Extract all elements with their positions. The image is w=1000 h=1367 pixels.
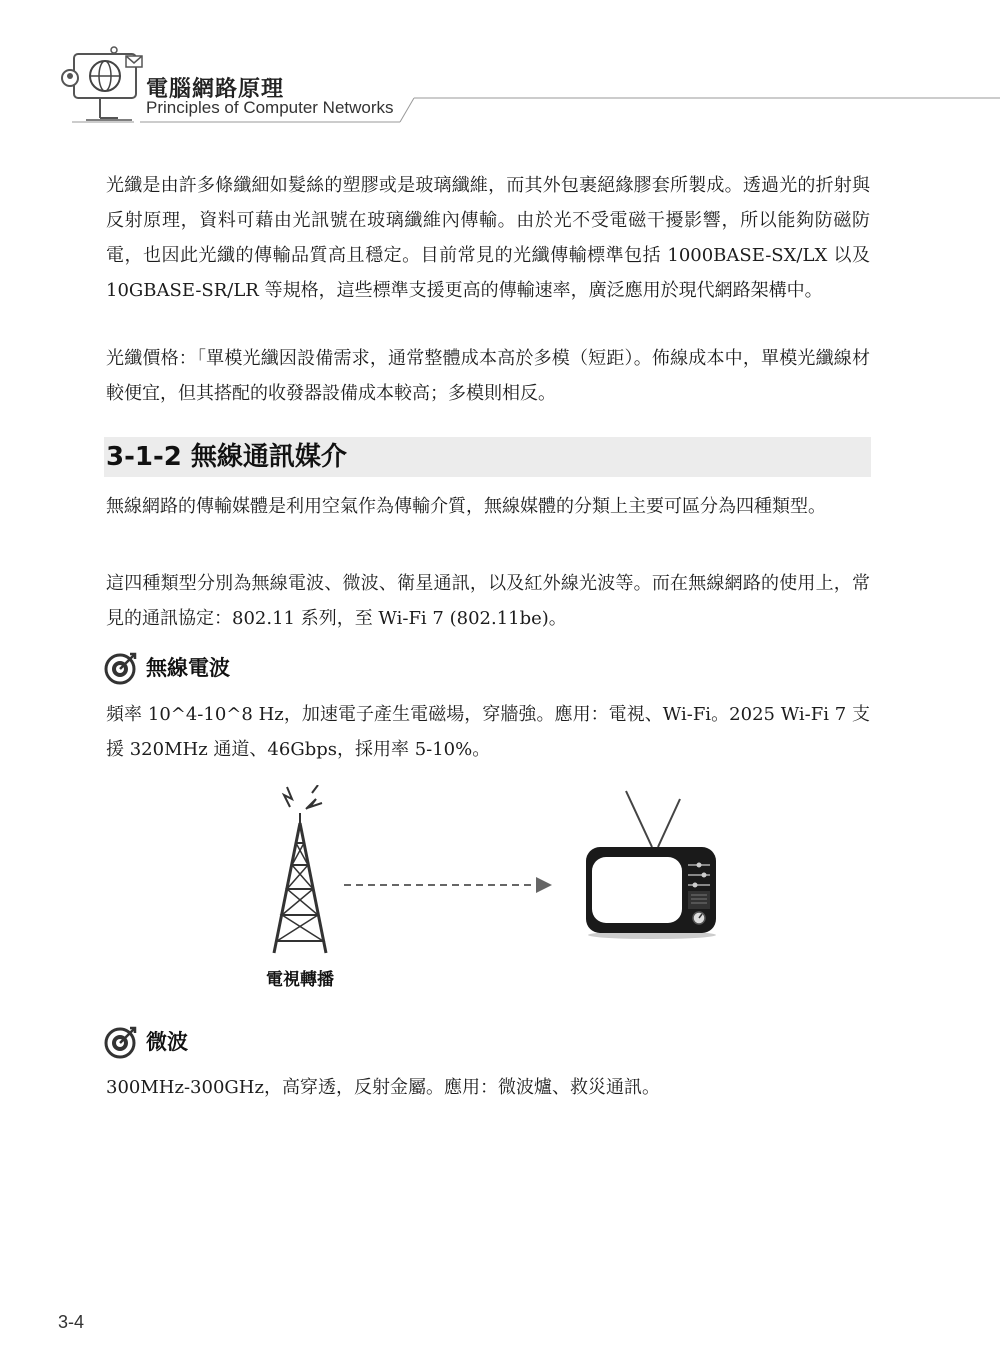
broadcast-figure (240, 780, 740, 995)
subheading-radio-label: 無線電波 (146, 656, 230, 680)
radio-description: 頻率 10^4-10^8 Hz，加速電子產生電磁場，穿牆強。應用：電視、Wi-Fi。2025 Wi-Fi 7 支援 320MHz 通道、46Gbps，採用率 5-10%。 (106, 704, 870, 760)
target-icon (104, 651, 138, 685)
broadcast-tower-icon (260, 785, 340, 957)
target-icon (104, 1025, 138, 1059)
subheading-microwave-label: 微波 (146, 1030, 188, 1054)
dashed-arrow-icon (340, 875, 560, 895)
fiber-price-paragraph: 光纖價格：「單模光纖因設備需求，通常整體成本高於多模（短距）。佈線成本中，單模光纖線材較便宜，但其搭配的收發器設備成本較高；多模則相反。 (106, 348, 870, 404)
wireless-intro-paragraph: 無線網路的傳輸媒體是利用空氣作為傳輸介質，無線媒體的分類上主要可區分為四種類型。 (106, 496, 826, 517)
wireless-types-paragraph: 這四種類型分別為無線電波、微波、衛星通訊，以及紅外線光波等。而在無線網路的使用上，常見的通訊協定：802.11 系列，至 Wi-Fi 7 (802.11be)。 (106, 573, 870, 629)
section-title: 3-1-2 無線通訊媒介 (106, 442, 347, 472)
page-header (0, 0, 1000, 130)
page-number: 3-4 (58, 1312, 85, 1332)
book-title-zh: 電腦網路原理 (146, 77, 285, 102)
section-heading-bar (104, 437, 871, 477)
fiber-intro-paragraph: 光纖是由許多條纖細如髮絲的塑膠或是玻璃纖維，而其外包裹絕緣膠套所製成。透過光的折射與反射原理，資料可藉由光訊號在玻璃纖維內傳輸。由於光不受電磁干擾影響，所以能夠防磁防電，也因此光纖的傳輸品質高且穩定。目前常見的光纖傳輸標準包括 1000BASE-SX/LX 以及 10GBASE-SR/LR 等規格，這些標準支援更高的傳輸速率，廣泛應用於現代網路架構中。 (106, 175, 870, 301)
microwave-description: 300MHz-300GHz，高穿透，反射金屬。應用：微波爐、救災通訊。 (106, 1077, 660, 1098)
tower-caption: 電視轉播 (266, 970, 334, 990)
television-icon (580, 785, 720, 940)
book-title-en: Principles of Computer Networks (146, 98, 394, 117)
network-globe-logo-icon (56, 44, 148, 124)
